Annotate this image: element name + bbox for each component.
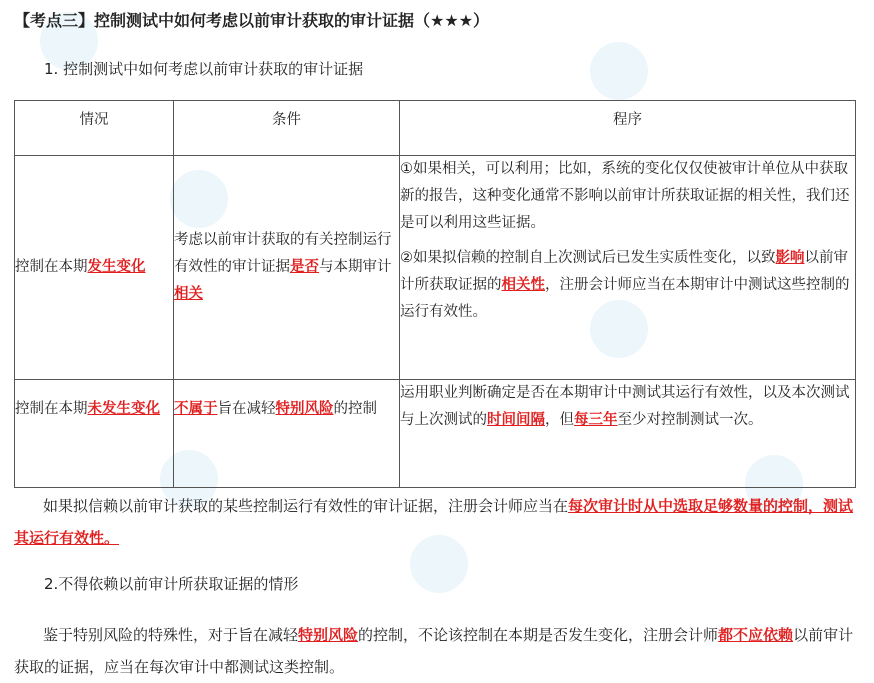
emphasis-text: 是否 <box>290 259 319 275</box>
column-header-procedure: 程序 <box>400 101 856 156</box>
procedure-item-2: ②如果拟信赖的控制自上次测试后已发生实质性变化，以致影响以前审计所获取证据的相关性，注册会计师应当在本期审计中测试这些控制的运行有效性。 <box>400 250 850 320</box>
condition-cell: 不属于旨在减轻特别风险的控制 <box>174 380 400 488</box>
section-2-title: 2.不得依赖以前审计所获取证据的情形 <box>44 575 299 593</box>
emphasis-text: 每次审计时从中选取足够数量的控制，测试其运行有效性。 <box>14 497 854 547</box>
column-header-condition: 条件 <box>174 101 400 156</box>
section-1-title: 1. 控制测试中如何考虑以前审计获取的审计证据 <box>44 60 364 78</box>
emphasis-text: 特别风险 <box>275 401 334 417</box>
emphasis-text: 相关 <box>174 286 203 302</box>
emphasis-text: 发生变化 <box>87 259 146 275</box>
paragraph-special-risk: 鉴于特别风险的特殊性，对于旨在减轻特别风险的控制，不论该控制在本期是否发生变化，注册会计师都不应依赖以前审计获取的证据，应当在每次审计中都测试这类控制。 <box>14 626 854 676</box>
procedure-item-1: ①如果相关，可以利用；比如，系统的变化仅仅使被审计单位从中获取新的报告，这种变化通常不影响以前审计所获取证据的相关性，我们还是可以利用这些证据。 <box>400 161 850 231</box>
comparison-table <box>14 100 856 488</box>
paragraph-reliance: 如果拟信赖以前审计获取的某些控制运行有效性的审计证据，注册会计师应当在每次审计时从中选取足够数量的控制，测试其运行有效性。 <box>14 497 854 547</box>
emphasis-text: 影响 <box>775 250 805 266</box>
emphasis-text: 时间间隔 <box>487 412 545 428</box>
table-row <box>15 156 856 380</box>
situation-cell: 控制在本期未发生变化 <box>15 380 174 488</box>
condition-cell: 考虑以前审计获取的有关控制运行有效性的审计证据是否与本期审计相关 <box>174 156 400 380</box>
emphasis-text: 都不应依赖 <box>718 626 794 644</box>
table-header-row <box>15 101 856 156</box>
column-header-situation: 情况 <box>15 101 174 156</box>
procedure-cell: 运用职业判断确定是否在本期审计中测试其运行有效性，以及本次测试与上次测试的时间间隔，但每三年至少对控制测试一次。 <box>400 380 856 488</box>
situation-cell: 控制在本期发生变化 <box>15 156 174 380</box>
page-title: 【考点三】控制测试中如何考虑以前审计获取的审计证据（★★★） <box>14 11 490 30</box>
watermark-logo <box>590 42 648 100</box>
procedure-cell <box>400 156 856 380</box>
emphasis-text: 相关性 <box>501 277 545 293</box>
table-row <box>15 380 856 488</box>
emphasis-text: 每三年 <box>574 412 618 428</box>
emphasis-text: 未发生变化 <box>87 401 160 417</box>
emphasis-text: 不属于 <box>174 401 218 417</box>
emphasis-text: 特别风险 <box>298 626 359 644</box>
